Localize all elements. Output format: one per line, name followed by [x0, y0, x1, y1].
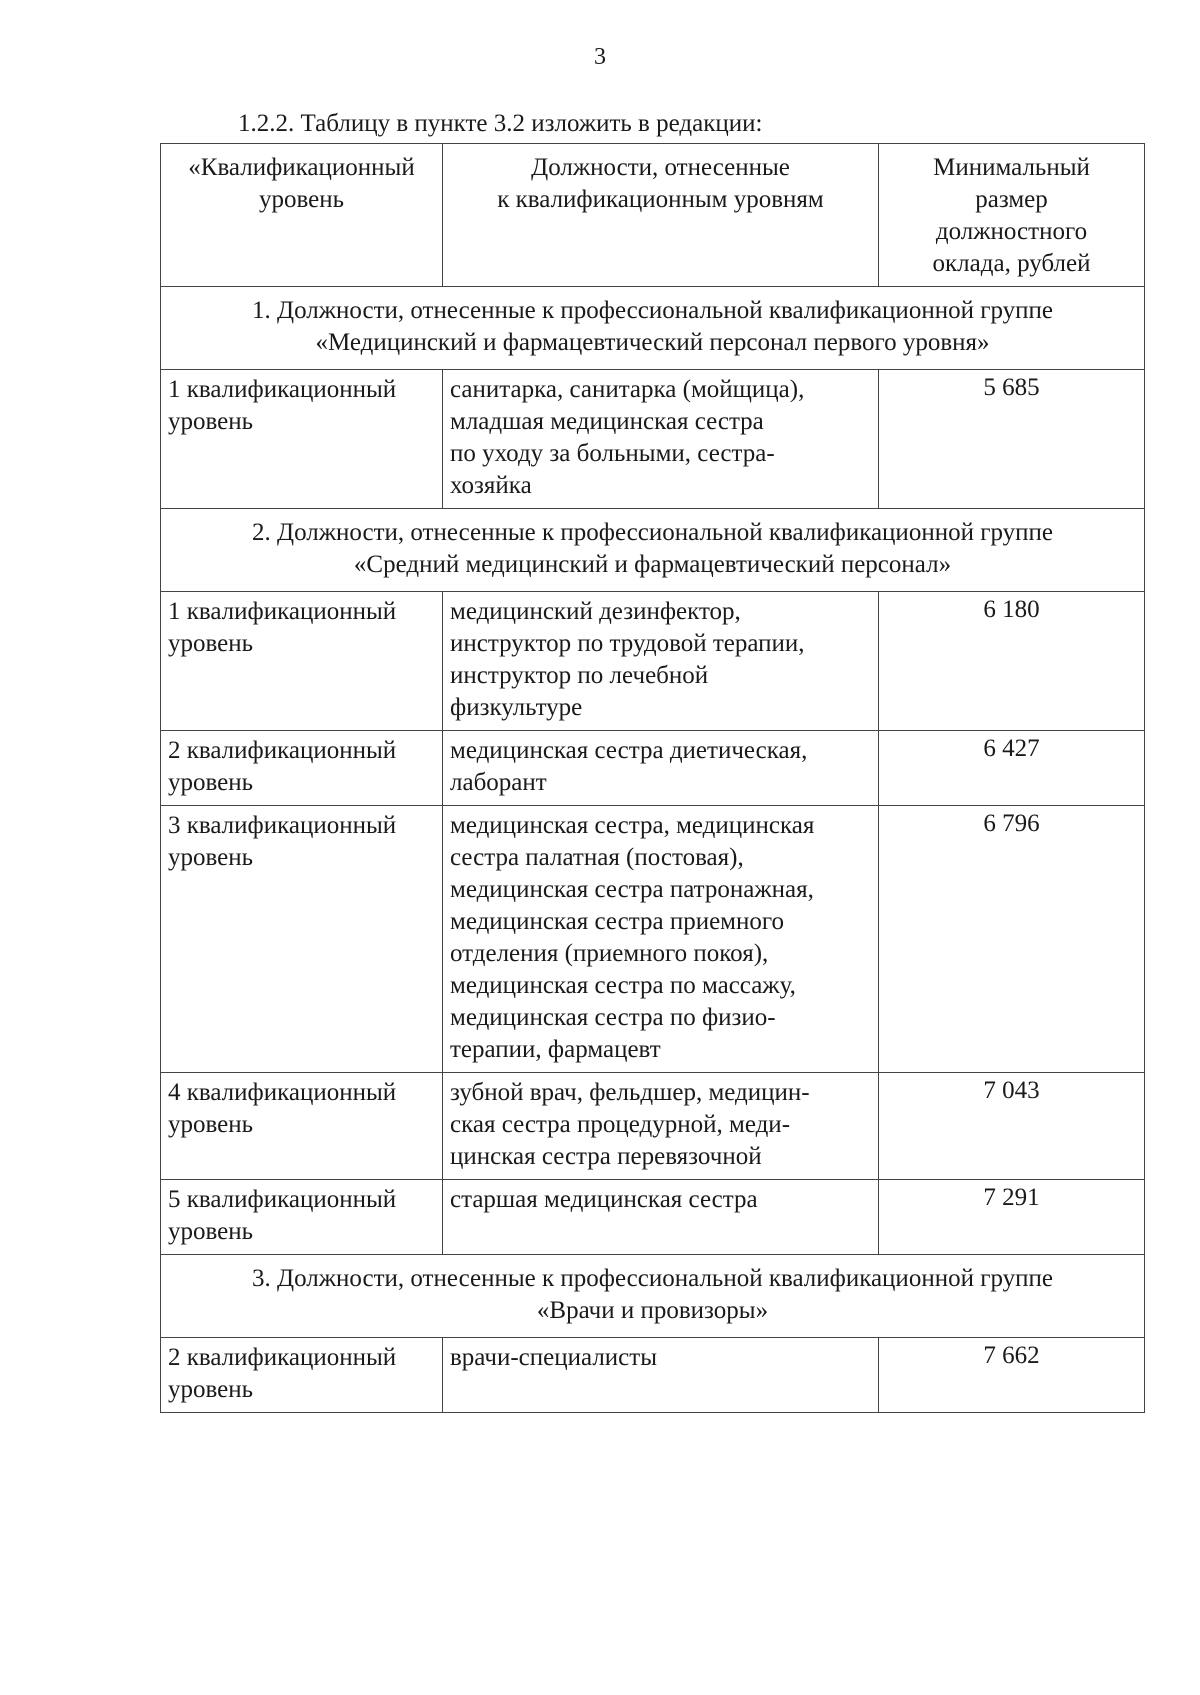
- text-line: врачи-специалисты: [450, 1344, 657, 1371]
- group-title: [161, 509, 1145, 592]
- group-row: [161, 287, 1145, 370]
- table-row: [161, 592, 1145, 731]
- positions-cell: [443, 370, 879, 509]
- salary-cell: 7 662: [879, 1338, 1145, 1413]
- text-line: 1 квалификационный: [168, 376, 397, 403]
- text-line: 3 квалификационный: [168, 812, 397, 839]
- text-line: «Средний медицинский и фармацевтический персонал»: [353, 551, 952, 578]
- text-line: уровень: [168, 1111, 254, 1138]
- text-line: уровень: [168, 1218, 254, 1245]
- text-line: оклада, рублей: [932, 250, 1091, 277]
- table-row: [161, 1073, 1145, 1180]
- level-cell: [161, 1180, 443, 1255]
- text-line: «Врачи и провизоры»: [536, 1297, 769, 1324]
- text-line: 2. Должности, отнесенные к профессиональной квалификационной группе: [252, 519, 1053, 546]
- text-line: медицинская сестра, медицинская: [450, 812, 815, 839]
- text-line: инструктор по лечебной: [450, 662, 709, 689]
- text-line: уровень: [168, 408, 254, 435]
- group-title: [161, 1255, 1145, 1338]
- level-cell: [161, 731, 443, 806]
- text-line: медицинская сестра диетическая,: [450, 737, 808, 764]
- positions-cell: [443, 1180, 879, 1255]
- text-line: уровень: [168, 630, 254, 657]
- text-line: Должности, отнесенные: [531, 154, 790, 181]
- text-line: к квалификационным уровням: [497, 186, 824, 213]
- text-line: 3. Должности, отнесенные к профессиональной квалификационной группе: [252, 1265, 1053, 1292]
- table-row: [161, 1180, 1145, 1255]
- text-line: уровень: [168, 1376, 254, 1403]
- table-row: [161, 731, 1145, 806]
- text-line: медицинская сестра по массажу,: [450, 972, 796, 999]
- table-row: [161, 1338, 1145, 1413]
- group-row: [161, 1255, 1145, 1338]
- text-line: 5 квалификационный: [168, 1186, 397, 1213]
- table-row: [161, 370, 1145, 509]
- positions-cell: [443, 592, 879, 731]
- text-line: хозяйка: [450, 472, 532, 499]
- text-line: медицинская сестра приемного: [450, 908, 785, 935]
- text-line: Минимальный: [933, 154, 1090, 181]
- text-line: уровень: [168, 769, 254, 796]
- text-line: отделения (приемного покоя),: [450, 940, 769, 967]
- intro-paragraph: 1.2.2. Таблицу в пункте 3.2 изложить в редакции:: [238, 110, 763, 137]
- text-line: должностного: [935, 218, 1088, 245]
- text-line: сестра палатная (постовая),: [450, 844, 744, 871]
- salary-cell: 6 427: [879, 731, 1145, 806]
- salary-cell: 7 291: [879, 1180, 1145, 1255]
- salary-cell: 5 685: [879, 370, 1145, 509]
- text-line: терапии, фармацевт: [450, 1036, 661, 1063]
- text-line: размер: [975, 186, 1048, 213]
- text-line: зубной врач, фельдшер, медицин-: [450, 1079, 810, 1106]
- table-body: [161, 287, 1145, 1413]
- positions-cell: [443, 731, 879, 806]
- text-line: 1. Должности, отнесенные к профессиональной квалификационной группе: [252, 297, 1053, 324]
- level-cell: [161, 1073, 443, 1180]
- text-line: лаборант: [450, 769, 547, 796]
- text-line: уровень: [258, 186, 345, 213]
- text-line: «Квалификационный: [188, 154, 415, 181]
- salary-cell: 7 043: [879, 1073, 1145, 1180]
- text-line: медицинская сестра патронажная,: [450, 876, 814, 903]
- page-number: 3: [594, 44, 606, 70]
- text-line: цинская сестра перевязочной: [450, 1143, 762, 1170]
- text-line: медицинская сестра по физио-: [450, 1004, 776, 1031]
- level-cell: [161, 370, 443, 509]
- salary-cell: 6 796: [879, 806, 1145, 1073]
- text-line: 2 квалификационный: [168, 737, 397, 764]
- text-line: по уходу за больными, сестра-: [450, 440, 775, 467]
- level-cell: [161, 1338, 443, 1413]
- positions-cell: [443, 1073, 879, 1180]
- qualification-table: [160, 143, 1145, 1413]
- text-line: 2 квалификационный: [168, 1344, 397, 1371]
- table-header-row: [161, 144, 1145, 287]
- group-title: [161, 287, 1145, 370]
- header-level: [161, 144, 443, 287]
- positions-cell: [443, 806, 879, 1073]
- text-line: 4 квалификационный: [168, 1079, 397, 1106]
- text-line: ская сестра процедурной, меди-: [450, 1111, 791, 1138]
- salary-cell: 6 180: [879, 592, 1145, 731]
- text-line: младшая медицинская сестра: [450, 408, 764, 435]
- text-line: 1 квалификационный: [168, 598, 397, 625]
- text-line: медицинский дезинфектор,: [450, 598, 741, 625]
- level-cell: [161, 592, 443, 731]
- text-line: старшая медицинская сестра: [450, 1186, 758, 1213]
- positions-cell: [443, 1338, 879, 1413]
- text-line: «Медицинский и фармацевтический персонал первого уровня»: [315, 329, 990, 356]
- text-line: инструктор по трудовой терапии,: [450, 630, 805, 657]
- level-cell: [161, 806, 443, 1073]
- text-line: уровень: [168, 844, 254, 871]
- header-positions: [443, 144, 879, 287]
- header-salary: [879, 144, 1145, 287]
- group-row: [161, 509, 1145, 592]
- text-line: физкультуре: [450, 694, 583, 721]
- table-row: [161, 806, 1145, 1073]
- text-line: санитарка, санитарка (мойщица),: [450, 376, 805, 403]
